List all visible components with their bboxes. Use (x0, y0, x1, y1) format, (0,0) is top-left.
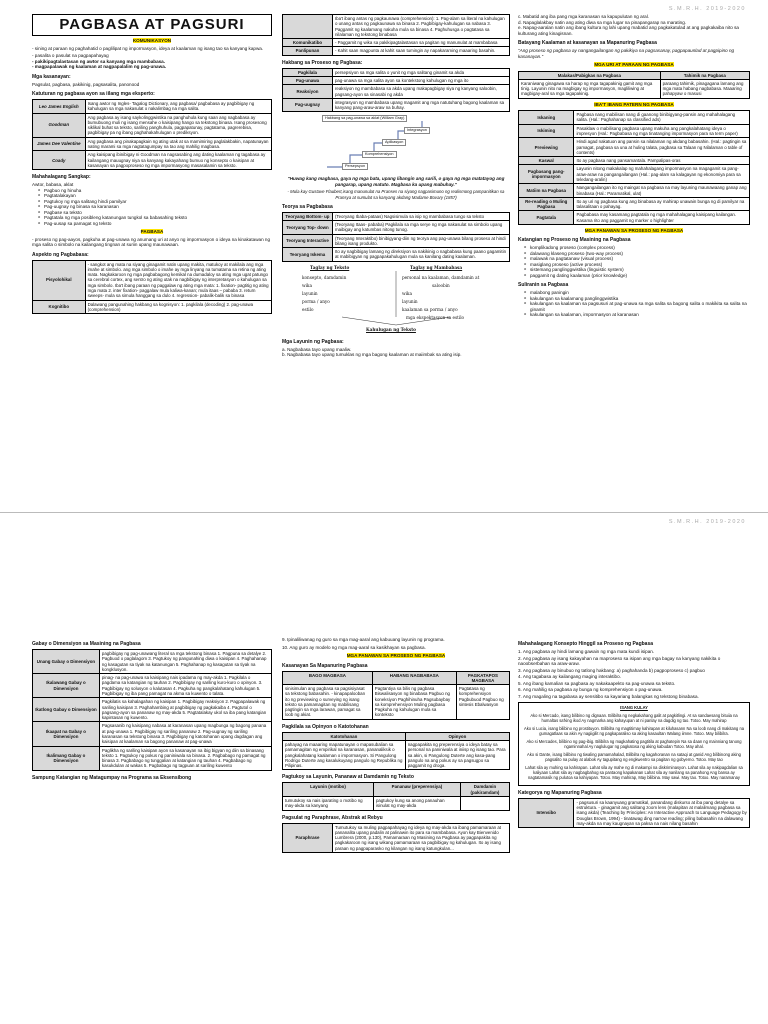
list-item: 10. Ang guro ay modelo ng mga mag-aaral sa kasikhayan sa pagbasa. (282, 644, 426, 650)
table-row (33, 746, 272, 770)
kategorya-table (518, 798, 750, 828)
suliranin-list (524, 290, 750, 318)
column-header: Pananaw (preperensiya) (373, 783, 460, 797)
row-name: Paraphrase (283, 823, 333, 852)
table-row (283, 85, 510, 99)
hand-right-item: personal na kaalaman, damdamin at (402, 274, 480, 280)
row-text: Ito ay nagbibigay lamang ng direksiyon sa nakikinig o nagbabasa kung paano gagamitin at mabibigyan ng pagpapakahulugan mula sa kanilang dating kaalaman. (332, 248, 509, 262)
panawan-heading: MGA PANAWAN SA PROSESO NG PAGBASA (584, 227, 684, 233)
konsepto-list (518, 649, 750, 699)
list-item: o paggamit ng dating kaalaman (prior knowledge) (524, 273, 750, 279)
row-text: Pagbabasa may kasamang pagtatala ng mga mahahalagang kaisipang kailangan. Kasama rito ang paggamit ng marker o highlighter (574, 211, 750, 225)
table-row (519, 184, 750, 198)
table-cell: nagpapakita ng preperensiya o ideya batay sa personal na paniniwala at iniisp ng isang tao. Para sa akin, si Pangulong Duterte ang kasa-pang pangulo na ang pokus ay sa pagsugpo sa paggamit ng droga. (405, 741, 509, 770)
column-1 (32, 513, 272, 1024)
teorya-table (282, 212, 510, 262)
row-name: Iskiming (519, 124, 574, 138)
row-text: (Teoryang Ibaba-pataas) Nagsisimula sa isip ng mambabasa tungo sa teksto (332, 212, 509, 220)
pa-heading: Pagsulat ng Paraphrase, Abstrak at Rebyu (282, 814, 383, 821)
row-text: Pasaklaw o mabilisang pagbasa upang makuha ang pangkalahatang ideya o impresyon (Hal.: Pagbabasa ng mga tinatanging impormasyon para sa term paper) (574, 124, 750, 138)
batayan-heading: Batayang Kaalaman at kasanayan sa Mapanuring Pagbasa (518, 40, 657, 46)
list-item: o dalawang klaseng proseso (two-way process) (524, 251, 750, 257)
katuturan-heading: Katuturan ng pagbasa ayon sa iilang mga eksperto: (32, 91, 155, 97)
kom-line: - pasalita o pasulat na pagpapahayag (32, 53, 109, 58)
table-row (519, 165, 750, 184)
row-text: Pagkilatis sa kahalagahan ng kaisipan 1. Pagbibigay reaksiyon 2. Pagpapalawak ng sariling kaisipan 3. Paghahambing at pagbibigay ng pagkakaiba 4. Pagtutol o pagsang-ayon sa pananaw ng may-akda 5. Pagtatalakay ukol sa iba pang katangian kapintasan ng kuwento. (99, 698, 271, 722)
gabay-heading: Gabay o Dimensiyon sa Masining na Pagbasa (32, 641, 141, 647)
table-row (283, 76, 510, 84)
row-name: Komunikatibo (283, 39, 333, 47)
row-name: Ikaapat na Gabay o Dimensiyon (33, 722, 100, 746)
row-text: - Kahit saan magpunta at kahit saan tumingin ay napakaraming maaaring basahin. (332, 47, 509, 55)
sampung-heading: Sampung Katangian ng Matagumpay na Programa sa Eksensibong (32, 774, 192, 781)
aspekto-name: Kognitibo (33, 300, 86, 314)
column-header: Damdamin (pakiramdam) (460, 783, 509, 797)
pa-table (282, 823, 510, 853)
hand-right-title: Taglay ng Mambabasa (410, 264, 463, 270)
row-text: Hindi agad nakatuon ang pansin sa nilalaman ng akdang babasahin. (Hal.: pagtingin sa pamagat, pagbasa sa una at huling talata, pagbasa sa Talaan ng Nilalaman o table of contents) (574, 138, 750, 157)
list-item: o sistemang panglinggwistika (linguistic system) (524, 267, 750, 273)
row-text: - Paggamit ng wika sa pakikipagtalastasan sa pagitan ng manunulat at mambabasa (332, 39, 509, 47)
hand-right-item: mga ekspektasyon sa estilo (406, 314, 465, 320)
kasanayan-table (282, 671, 510, 720)
diagram-step: Komprehensiyon (362, 151, 397, 158)
hakbang-table (282, 68, 510, 113)
table-cell: tumutukoy sa nais iparating o motibo ng may-akda sa kanyang (283, 797, 374, 811)
table-cell: sinisimulan ang pagbasa sa pagsisiyasat sa tekstong babasahin. - kinapapalooban ito ng previewing o surveying ng isang teksto sa pamamagitan ng mabilisang pagtingin sa mga larawan, pamagat sa loob ng akiat. (283, 685, 373, 720)
layunin-heading: Mga Layunin ng Pagbasa: (282, 338, 344, 345)
pagbasa-heading: PAGBASA (140, 229, 164, 235)
aspekto-cont-table (282, 14, 510, 56)
row-name: Teoryang Iskema (283, 248, 333, 262)
table-row (519, 124, 750, 138)
column-header: HABANG NAGBABASA (372, 671, 456, 685)
table-row (519, 79, 750, 98)
table-row (283, 248, 510, 262)
pl-heading: Pagtukoy sa Layunin, Pananaw at Damdamin ng Teksto (282, 774, 414, 781)
suliranin-heading: Suliranin sa Pagbasa (518, 282, 569, 289)
row-name: Ikalimang Gabay o Dimensiyon (33, 746, 100, 770)
pk-table (282, 732, 510, 771)
column-header: Katotohanan (283, 732, 406, 740)
row-name (283, 15, 333, 39)
row-text: Layunin nitong makakalap ng mahahalagang impormasyon na magagamit sa pang-araw-araw na pangangailangan (Hal.: pag-alam sa kalagayan ng ekonomiya para sa teledang-aralin) (574, 165, 750, 184)
diagram-step: Aplikasyon (382, 139, 406, 146)
table-row (519, 211, 750, 225)
konsepto-heading: Mahahalagang Konsepto Hinggil sa Proseso ng Pagbasa (518, 641, 654, 647)
layunin-cont: c. Mabatid ang iba pang mga karanasan sa kapupulutan ng aral. (518, 14, 650, 19)
table-row (519, 157, 750, 165)
table-header-row (283, 783, 510, 797)
table-header-row (283, 671, 510, 685)
quote-attribution: - Mula kay Gustave Flaubert,isang manunulat na Pranses na siyang nagpasimuno ng realismong pampanitikan sa Pransya at sumulat sa kanyang akdang Madame Bovary (1857) (287, 189, 505, 200)
list-item: o komplikadong proseso (complex process) (524, 245, 750, 251)
poem-box (518, 702, 750, 786)
list-item: 9. Ipinaliliwanag ng guro sa mga mag-aaral ang kabuuang layunin ng programa. (282, 637, 445, 642)
pl-table (282, 782, 510, 810)
list-item: o Pag-uusap sa pamagat ng teksto (38, 221, 272, 227)
pagbasa-text: - proseso ng pag-aayos, pagkuha at pag-unawa ng anumang uri at anyo ng impormasyon o ideya na kinakatawan ng mga salita o simbolo na kailangang tingnan at suriin upang maunawaan. (32, 236, 271, 248)
aspekto-name: Pisyolohikal (33, 260, 86, 300)
table-cell: pagtukoy kung sa anong panauhan isinulat ng may-akda (373, 797, 460, 811)
row-text: Paglikha ng sariling kaisipan ayon sa kasanayan na ibig bigyan ng diin sa binasang teksto 1. Pagtukoy ng pokus ng paniniwala sa binasa. 2. Pagbabago ng pamagat ng binasa 3. Pagbabago ng tunggalian at katangian ng tauhan 4. Pagbabago ng kasukdulan at wakas 5. Pagbabago ng tagpuan at sariling kuwento (99, 746, 271, 770)
list-item: o kakulangan sa kaalamang panglinggwistika (524, 296, 750, 302)
diagram-step: Persepsyon (342, 163, 368, 170)
row-text: Pagbasa nang mabilisan nang di gaanong binibigyang-pansin ang mahahalagang salita. (Hal.: Paghahanap sa classified ads) (574, 111, 750, 125)
column-1 (32, 0, 272, 512)
row-name: Pagkilala (283, 68, 333, 76)
layunin-item: b. Nagbabasa tayo upang tumuklas ng mga bagong kaalaman at maiimbak sa ating isip. (282, 352, 462, 358)
poem-stanza: Ako si Mercado, isang bilibino ng dignaan. Bilibilra ng negkakahang galit at pagkitlingi. At sa sandaesang bituiia na humaltas sa'king ikod Ay nagmarka ang kahayupan at ni panlay na dagdig ng tao. Totoo. May mahirap (530, 712, 738, 723)
panawan-heading: MGA PANAWAN SA PROSESO NG PAGBASA (346, 653, 446, 658)
expert-name: Leo James English (33, 100, 86, 114)
flaubert-quote: "Huwag kang magbasa, gaya ng mga bata, upang libangin ang sarili, o gaya ng mga matatayog ang pangarap, upang matuto. Magbasa ka upang mabuhay." (287, 176, 505, 187)
katangian-list (524, 245, 750, 278)
list-item: o Pagtukoy ng mga salitang hindi pamilyar (38, 199, 272, 205)
row-name: Pagbasang pang-impormasyon (519, 165, 574, 184)
table-row (519, 111, 750, 125)
hand-right-item: kaalaman sa porma / anyo (402, 306, 458, 312)
list-item: o malabong paningin (524, 290, 750, 296)
row-text: Tumutukoy sa muling pagpapahayag ng ideya ng may-akda sa ibang pamamaraan at pananalita upang padalin at palinawin ito para sa mambabasa. Ayon kay Bienvenido Lumbrera (2000, p.130), Pamamaraan ng Masining na Pagbasa ay pagpapakita ng pagkakaroon ng isang wikang pamamaraan sa pagbibigay ng kahulugan. Ito ay isang paraan ng pagpaparasko ng kilangan ng isang katungkulan... (332, 823, 509, 852)
table-cell: Pagtantiya sa bilis ng pagbasa Biswalisasyon ng binabasa Pagbuo ng koneksiyon Paghihinuha Pagsubaybay sa komprehensiyon Muling pagbasa Pagkuha ng kahulugan mula sa konteksto (372, 685, 456, 720)
poem-title: ISANG KULAY (620, 705, 648, 710)
column-3 (518, 0, 750, 512)
list-item: o malawak na pagtatanaw (visual process) (524, 256, 750, 262)
table-row (283, 98, 510, 112)
table-row (519, 138, 750, 157)
expert-text: Ang kaisipang ibinibigay ni Goodman na nagsasabing ang dating kaalaman ng tagabasa ay kailangang mauugnay niya sa kanyang kakayahang bumuo ng konsepto o kaisipan at kasanayan sa pagpoproseso ng mga impormasyong masasalamin sa teksto. (85, 151, 271, 170)
table-row (33, 260, 272, 300)
column-header: Tahimik na Pagbasa (660, 71, 749, 79)
diagram-caption: Hakbang sa pag-unawa sa aklat (William Gray) (322, 115, 407, 122)
hand-right-item: layunin (402, 298, 418, 304)
hand-left-item: wika (302, 282, 312, 288)
kasanayan-heading: Kasanayan Sa Mapanuring Pagbasa (282, 662, 368, 669)
column-header: Opinyon (405, 732, 509, 740)
layunin-item: a. Nagbabasa tayo upang maaliw. (282, 346, 352, 352)
table-row (283, 234, 510, 248)
expert-name: Goodman (33, 113, 86, 137)
pk-heading: Pagkilala sa Opinyon o Katotohanan (282, 723, 369, 730)
experts-table (32, 99, 272, 170)
expert-text: Ang pagbasa ay isang saykolinggwistika na panghuhula kung saan ang nagbabasa ay bumubuong muli ng isang mensahe o kaisipang hango sa tekstong binasa. Isang prosesong siklikal buhat sa teksto, sariling panghuhula, pagpapatunay, pagtatama, pagrerebisa, pagbibigay pa ng ibang paghahakahulugan o prediksyon. (85, 113, 271, 137)
list-item: o masiglang proseso (active process) (524, 262, 750, 268)
kategorya-heading: Kategorya ng Mapanuring Pagbasa (518, 789, 602, 796)
patern-table (518, 110, 750, 225)
gabay-table (32, 649, 272, 771)
list-item: 6. Ang mahilig sa pagbasa ay bunga ng komprehensiyon o pag-unawa. (518, 687, 663, 692)
hand-left-item: konsepto, damdamin (302, 274, 347, 280)
row-text: (Teoryang Interaktibo) binibigyang-diin ng teorya ang pag-unawa bilang proseso at hindi bilang isang produkto. (332, 234, 509, 248)
column-header: BAGO MAGBASA (283, 671, 373, 685)
table-row (283, 212, 510, 220)
hand-right-item: wika (402, 290, 412, 296)
table-cell (460, 797, 509, 811)
row-name: Panlipunan (283, 47, 333, 55)
table-row (283, 685, 510, 720)
expert-name: Coady (33, 151, 86, 170)
table-row (33, 137, 272, 151)
hand-left-item: layunin (302, 290, 318, 296)
handwritten-diagram (282, 265, 510, 335)
uri-table (518, 71, 750, 99)
table-row (519, 197, 750, 211)
table-row (283, 39, 510, 47)
list-item: 4. Ang tagabasa ay kailangang maging interaktibo. (518, 674, 621, 679)
layunin-cont: e. Napag-aaralan natin ang ibang kultura ng lahi upang mabatid ang pagkakatulad at ang pagkakaiba nito sa kulturang ating kinagisnan. (518, 25, 739, 36)
page-title: PAGBASA AT PAGSURI (32, 14, 272, 36)
table-header-row (283, 732, 510, 740)
list-item: o kakulangan sa kaalaman sa pagsusuri at pag-unawa sa mga salita sa bagong salita o makikita sa salita na ginamit (524, 301, 750, 312)
katangian-heading: Katangian ng Proseso ng Masining na Pagbasa (518, 237, 631, 244)
expert-text: Ang pagbasa ang pinakapagkain ng ating utak at sa mamimiring paglalakbakin, napatunayan nating marami sa mga nagtatagumpay na tao ang mahilig magbasa. (85, 137, 271, 151)
page-mark: S.M.R.H. 2019-2020 (668, 519, 746, 525)
list-item: o Pagbuo ng hinuha (38, 188, 272, 194)
kasanayan-text: Pagsulat, pagbasa, pakikinig, pagsasalita, panonood (32, 81, 140, 87)
table-row (283, 47, 510, 55)
row-text: pagbibigay ng pag-unawang literal sa mga tekstong binasa 1. Pagpuna sa detalye 2. Pagbuod o paglalagom 3. Pagtukoy ng pangunahing diwa o kaisipan 4. Paghahanap ng kasagutan sa tiyak na katanungan 5. Paghahanap ng kasagutan sa tiyak na kongklusyon. (99, 650, 271, 674)
row-name: Teoryang Interactive (283, 234, 333, 248)
row-name: Teoryang Bottom- up (283, 212, 333, 220)
row-name: Iskaning (519, 111, 574, 125)
column-3 (518, 513, 750, 1024)
sangkap-heading: Mahahalagang Sangkap: (32, 174, 91, 181)
row-text: Iba't ibang antas ng pagkaunawa (comprehension): 1. Pag-alam sa literal na kahulugan o unang antas ng pagkaunawa sa binasa 2. Pagbibigay-kahulugan sa nabasa 3. Paggamit ng kaalamang nakuha mula sa binasa 4. Paghuhusga o pagtatasa sa nilalaman ng tekstong binabasa (332, 15, 509, 39)
row-name: Unang Gabay o Dimensiyon (33, 650, 100, 674)
row-text: Ito ay pagbasa nang pansamantala. Pampalipas-oras (574, 157, 750, 165)
row-text: reaksiyon ng mambabasa sa akda upang makapagbigay siya ng kanyang saloobin, pagsang-ayon sa sinasabi ng akda (332, 85, 509, 99)
poem-stanza: Lahat sila ay muhing sa kahirapan. Lahat sila ay mahe ng di makampi na diskriminasyon. Lahat sila ay nakipagdalian sa kaliyaan Lahat sila ay nagbagbahog sa pantaong kapakanan Lahat sila ay nanilang sa panahong Ang bansa ay nagtatamasik ng pulutoa sa kahiyapan. Totoo. May mahirap, May bilibina. May sawi. May tao. Totoo. May naramanay (525, 764, 743, 780)
list-item: o Pagbase sa teksto (38, 210, 272, 216)
table-row (33, 650, 272, 674)
column-header: Layunin (motibo) (283, 783, 374, 797)
column-2 (282, 0, 510, 512)
sangkap-list (38, 188, 272, 227)
row-text: (Teoryang Itaas- pababa) Pagkilala sa mga serye ng mga nakasulat na simbolo upang maibigay ang katumbas nitong tunog. (332, 220, 509, 234)
aspekto-table (32, 260, 272, 315)
row-name: Matiim na Pagbasa (519, 184, 574, 198)
table-row (33, 698, 272, 722)
column-2 (282, 513, 510, 1024)
list-item: 5. Ang ibang kamalian sa pagbasa ay nakakaapekto sa pag-unawa sa teksto. (518, 680, 676, 686)
table-row (33, 113, 272, 137)
column-header: Malakas/Pabigkas na Pagbasa (519, 71, 661, 79)
row-name: Ikatlong Gabay o Dimensiyon (33, 698, 100, 722)
table-row (33, 674, 272, 698)
aspekto-text: - sangkot ang mata na siyang ginagamit natin upang makita, matukoy at makilala ang mga imahe at simbolo. ang mga simbolo o imahe ay mga linyang na tumatama sa retina ng ating mata. Nagkakaroon ng mga pagbabagong kemikal na dumadaloy sa ating mga ugat patungo sa cerebral cortex, ang sentro ng ating utak na nagbibigay ng interpretasyon o kahulugan sa mga simbolo. Iba't ibang paraan ng paggalaw ng ating mga mata: 1. fixation- pagtitig ng ating mga mata 2. inter fixation- paggalaw mula kaliwa-kanan; mula itaas – pababa 3. return sweeps- mula sa simula hanggang sa dulo 4. regression- pabalik-balik sa binasa (85, 260, 271, 300)
diagram-step: Integrasyon (404, 127, 430, 134)
document-page-2 (0, 512, 768, 1024)
table-row (33, 151, 272, 170)
expert-text: Isang awtor ng Ingles- Tagalog Dictionary, ang pagbasa/ pagbabasa ay pagbibigay ng kahulugan sa mga nakasulat o nakalimbag na mga salita. (85, 100, 271, 114)
table-cell: Karaniwang ginagawa sa harap ng mga tagapakinig gamit ang mga tinig. Layunin nito na magbigay ng impormasyon, magliliwing at magbigay-aral sa mga tagapakinig. (519, 79, 661, 98)
row-text: - pagsusuri sa kaanyuang gramatikal, panandang diskurso at iba pang detalye sa estruktura. - ginagamit ang salitang zoom lens (malapitan at malalimang pagbasa sa isang akda) (Teaching by Principles: An Interactive Approach to Language Pedagogy by Douglas Brown, 1994) - tinatawag ding narrow reading; piling babasahin na dalawang may-akda na may kaugnayan sa paksa na nais nilang basahin (574, 798, 750, 827)
hand-left-title: Taglay ng Teksto (310, 264, 350, 270)
table-row (33, 722, 272, 746)
row-name: Pag-uugnay (283, 98, 333, 112)
table-row (519, 798, 750, 827)
batayan-text: "Ang proseso ng pagbasa ay nangangailangan ng pakikiya na pagsasanay, pagpapaunlad at pagpipino ng kasanayan." (518, 48, 735, 59)
table-row (283, 797, 510, 811)
hakbang-heading: Hakbang sa Proseso ng Pagbasa: (282, 59, 363, 66)
table-row (283, 15, 510, 39)
row-name: Teoryang Top- down (283, 220, 333, 234)
row-name: Reaksiyon (283, 85, 333, 99)
komunikasyon-heading: KOMUNIKASYON (132, 38, 172, 43)
layunin-cont: d. Napaglalakbay natin ang ating diwa sa mga lugar na pinapangarap na marating. (518, 19, 687, 25)
kom-line: - sining at paraan ng paghahatid o paglilipat ng impormasyon, ideya at kaalaman ng isang tao sa kanyang kapwa. (32, 45, 264, 51)
row-name: Re-reading o Muling Pagbasa (519, 197, 574, 211)
kasanayan-heading: Mga kasanayan: (32, 73, 71, 80)
row-name: Ikalawang Gabay o Dimensiyon (33, 674, 100, 698)
staircase-graphic (322, 115, 432, 173)
patern-heading: IBA'T IBANG PATERN NG PAGBASA (594, 101, 674, 107)
list-item: 1. Ang pagbasa ay hindi lamang gawain ng mga mata kundi isipan. (518, 649, 655, 654)
row-text: pinag- na pag-unawa sa kaisipang nais ipadama ng may-akda 1. Pagkilala o pagdama sa katangian ng tauhan 2. Pagbibigay ng sariling kuro-kuro o opinyon. 3. Pagbibigay ng solusyon o kalutasan 4. Pagkuha ng pangkalahatang kahulugan 5. Pagbibigay ng iba pang pamagat na akma sa kuwento o talata. (99, 674, 271, 698)
column-header: PAGKATAPOS MAGBASA (456, 671, 509, 685)
aspekto-text: Dalawang pangunahing hakbang sa kognisyon: 1. pagkilala (decoding) 2. pag-unawa (comprehension) (85, 300, 271, 314)
sangkap-sub: Awtor, babasa, aklat (32, 182, 74, 188)
table-row (33, 300, 272, 314)
row-text: integrasyon ng mambabasa upang magamit ang mga natutuhang bagong kaalaman sa kanyang pang-araw-araw na buhay. (332, 98, 509, 112)
aspekto-heading: Aspekto ng Pagbabasa: (32, 251, 89, 258)
row-name: Kaswal (519, 157, 574, 165)
poem-stanza: Ako si Dante, isang bilibino ng tiwaling pamamahalad, Bilibilra ng kagahoranan na sataqi at ganid Ang bilibinong aking pagsalito na pulay at alabok Ay tagupitang ng engkwentro sa pagitan ng gobyerno. Totoo. May tao (527, 751, 741, 762)
expert-name: James Dee Valentine (33, 137, 86, 151)
row-text: Nangangailangan ito ng maingat na pagbasa na may layuning maunawaang ganap ang binabasa (Hal.: Paramatikal, ulat) (574, 184, 750, 198)
poem-stanza: Ako si Lucia, isang bilibino ng prostituyon. Bilibilra ng magtitimay kahirapan at kiluhasann Na sa loob nang di makitang na gumagatlaas sa akin Ay nagiigilit ng pagkaparaliso sa aking kasaultan Walang iimne. Totoo. May bilibilra. (523, 725, 745, 736)
hand-right-item: saloobin (432, 282, 450, 288)
row-text: pag-unawa sa mga salita ayon sa kontekstong kahulugan ng mga ito (332, 76, 509, 84)
table-row (283, 823, 510, 852)
list-item: 3. Ang pagbasa ay binubuo ng tatlong hakbang: a) paghahanda b) pagpoproseso c) pagbuo (518, 667, 705, 673)
page-mark: S.M.R.H. 2019-2020 (668, 6, 746, 12)
table-header-row (519, 71, 750, 79)
table-cell: paraang tahimik, pinagagana lamang ang mga mata habang nagbabasa. Maaaring pahapyaw o masusi (660, 79, 749, 98)
hand-left-item: estilo (302, 306, 314, 312)
kom-line: - pakikipagtalastasan ng awtor sa kanyang mga mambabasa. (32, 58, 166, 64)
list-item: 7. Ang magaling na tagabasa ay sensitibo sa kayariang balangkas ng tekstong binabasa. (518, 693, 699, 699)
teorya-heading: Teorya sa Pagbabasa (282, 203, 333, 210)
kom-line: - magpapalawak ng kaalaman at nagpapalalim ng pag-unawa. (32, 64, 167, 69)
table-row (283, 68, 510, 76)
hand-bottom: Kahulugan ng Teksto (366, 326, 416, 332)
uri-heading: MGA URI AT PARAAN NG PAGBASA (594, 62, 674, 67)
list-item: 2. Ang pagbasa ay isang kakayahan na maproseso sa isipan ang mga bagay na kanyang nakikita o naoobserbahan sa araw-araw. (518, 655, 721, 666)
list-item: o kakulangan sa kaalaman, impormasyon at karanasan (524, 312, 750, 318)
row-name: Previewing (519, 138, 574, 157)
row-text: persepsiyon sa mga salita o yunit ng mga salitang ginamit sa akda (332, 68, 509, 76)
row-name: Pag-unawa (283, 76, 333, 84)
hand-left-item: porma / anyo (302, 298, 330, 304)
list-item: o Pag-uugnay ng binasa sa karanasan (38, 204, 272, 210)
list-item: o Pagtatala ng mga posibleng katanungan tungkol sa babasahing teksto (38, 215, 272, 221)
table-cell: pahayag na maaaring mapatunayan o mapasubalian sa pamamagitan ng empirikal na karanasan, pananaliksik o pangkalahatang kaalaman o impormasyon. Si Pangulong Rodrigo Duterte ang kasalukuyang pangulo ng Republika ng Pilipinas. (283, 741, 406, 770)
table-row (33, 100, 272, 114)
staircase-diagram (282, 115, 510, 173)
list-item: o Pagtatalakayan (38, 193, 272, 199)
row-text: Ito ay uri ng pagbasa kung ang binabasa ay mahirap unawain bunga ng di pamilyar na talasalitaan o pahayag. (574, 197, 750, 211)
row-name: Pagtatala (519, 211, 574, 225)
row-name: Intensibo (519, 798, 574, 827)
table-row (283, 741, 510, 770)
table-row (283, 220, 510, 234)
poem-stanza: Ako si Mercades, bilibino ng pag-ibig. Bilibilra ng magkahating pagtitila at paghatepin Na sa daan ng mainniang tanong ngaminnahal Ay naglulugar ng pagkatosa ng aking kabudan Totoo. May ahal. (526, 738, 742, 749)
row-text: Pagsasanib ng kaisipang nabasa at karanasan upang magbunga ng bagong panana at pag-unawa 1. Pagbibigay ng sariling pananaw 2. Pag-uugnay ng sariling karanasan sa tekstong binasa 3. Pagbibigay ng katotohanan upang dagdagan ang kaisipan at kaalaman sa bagong pananaw at pag-unawa (99, 722, 271, 746)
table-cell: Pagtatasa ng komprehensiyon Pagbubuod Pagbuo ng sintesis Ebalwasyon (456, 685, 509, 720)
